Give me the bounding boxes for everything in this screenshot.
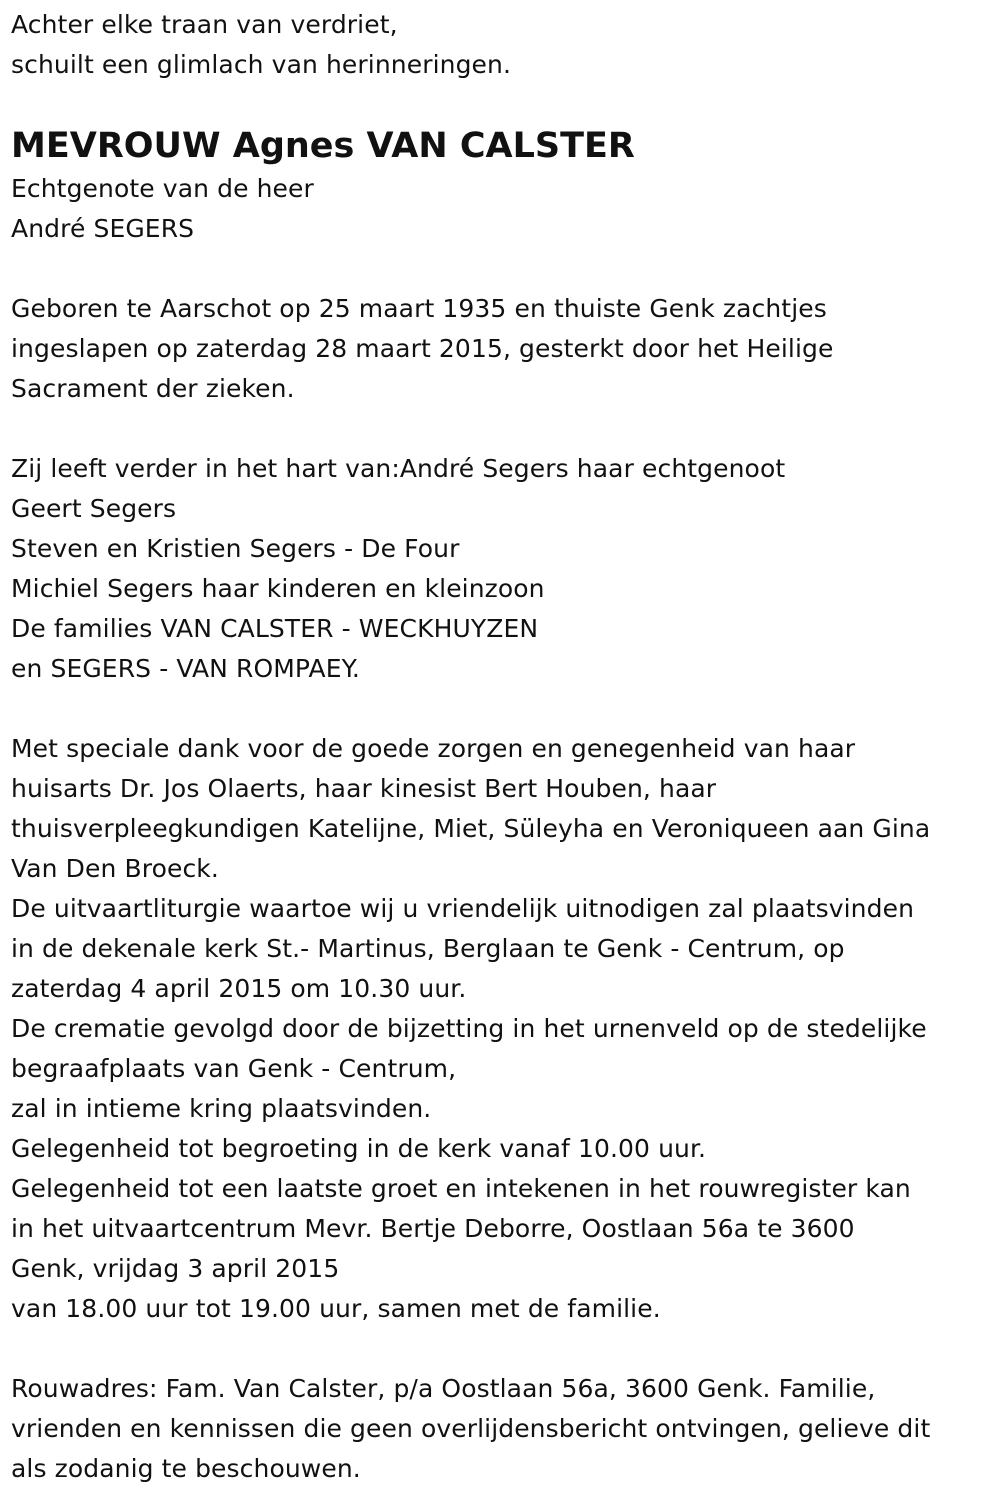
paragraph-line: als zodanig te beschouwen. [11, 1454, 361, 1483]
paragraph-line: Zij leeft verder in het hart van:André Segers haar echtgenoot [11, 454, 786, 483]
paragraph-line: Met speciale dank voor de goede zorgen en genegenheid van haar [11, 734, 856, 763]
paragraph-line: huisarts Dr. Jos Olaerts, haar kinesist Bert Houben, haar [11, 774, 717, 803]
paragraph-line: vrienden en kennissen die geen overlijdensbericht ontvingen, gelieve dit [11, 1414, 931, 1443]
birth-death-paragraph [11, 289, 988, 409]
paragraph-line: Geboren te Aarschot op 25 maart 1935 en thuiste Genk zachtjes [11, 294, 827, 323]
quote-line: Achter elke traan van verdriet, [11, 10, 398, 39]
arrangements-paragraph [11, 729, 988, 1329]
spacer [11, 249, 988, 289]
quote-line: schuilt een glimlach van herinneringen. [11, 50, 512, 79]
paragraph-line: Genk, vrijdag 3 april 2015 [11, 1254, 340, 1283]
paragraph-line: Steven en Kristien Segers - De Four [11, 534, 460, 563]
paragraph-line: Gelegenheid tot begroeting in de kerk vanaf 10.00 uur. [11, 1134, 707, 1163]
survivors-paragraph [11, 449, 988, 689]
paragraph-line: in de dekenale kerk St.- Martinus, Berglaan te Genk - Centrum, op [11, 934, 845, 963]
paragraph-line: ingeslapen op zaterdag 28 maart 2015, gesterkt door het Heilige [11, 334, 834, 363]
paragraph-line: en SEGERS - VAN ROMPAEY. [11, 654, 360, 683]
paragraph-line: van 18.00 uur tot 19.00 uur, samen met de familie. [11, 1294, 661, 1323]
spacer [11, 1329, 988, 1369]
paragraph-line: Sacrament der zieken. [11, 374, 295, 403]
paragraph-line: Rouwadres: Fam. Van Calster, p/a Oostlaan 56a, 3600 Genk. Familie, [11, 1374, 876, 1403]
mourning-address-paragraph [11, 1369, 988, 1489]
spacer [11, 689, 988, 729]
paragraph-line: Van Den Broeck. [11, 854, 219, 883]
paragraph-line: in het uitvaartcentrum Mevr. Bertje Deborre, Oostlaan 56a te 3600 [11, 1214, 855, 1243]
paragraph-line: zaterdag 4 april 2015 om 10.30 uur. [11, 974, 467, 1003]
deceased-name: MEVROUW Agnes VAN CALSTER [11, 126, 635, 166]
paragraph-line: zal in intieme kring plaatsvinden. [11, 1094, 432, 1123]
paragraph-line: Michiel Segers haar kinderen en kleinzoon [11, 574, 545, 603]
paragraph-line: De families VAN CALSTER - WECKHUYZEN [11, 614, 539, 643]
deceased-section [11, 123, 988, 249]
paragraph-line: De uitvaartliturgie waartoe wij u vriendelijk uitnodigen zal plaatsvinden [11, 894, 915, 923]
spacer [11, 409, 988, 449]
spouse-line: André SEGERS [11, 214, 195, 243]
spouse-line: Echtgenote van de heer [11, 174, 314, 203]
opening-quote [11, 5, 988, 85]
paragraph-line: thuisverpleegkundigen Katelijne, Miet, Süleyha en Veroniqueen aan Gina [11, 814, 931, 843]
spacer [11, 85, 988, 123]
paragraph-line: De crematie gevolgd door de bijzetting in het urnenveld op de stedelijke [11, 1014, 927, 1043]
paragraph-line: begraafplaats van Genk - Centrum, [11, 1054, 457, 1083]
paragraph-line: Gelegenheid tot een laatste groet en intekenen in het rouwregister kan [11, 1174, 911, 1203]
paragraph-line: Geert Segers [11, 494, 177, 523]
